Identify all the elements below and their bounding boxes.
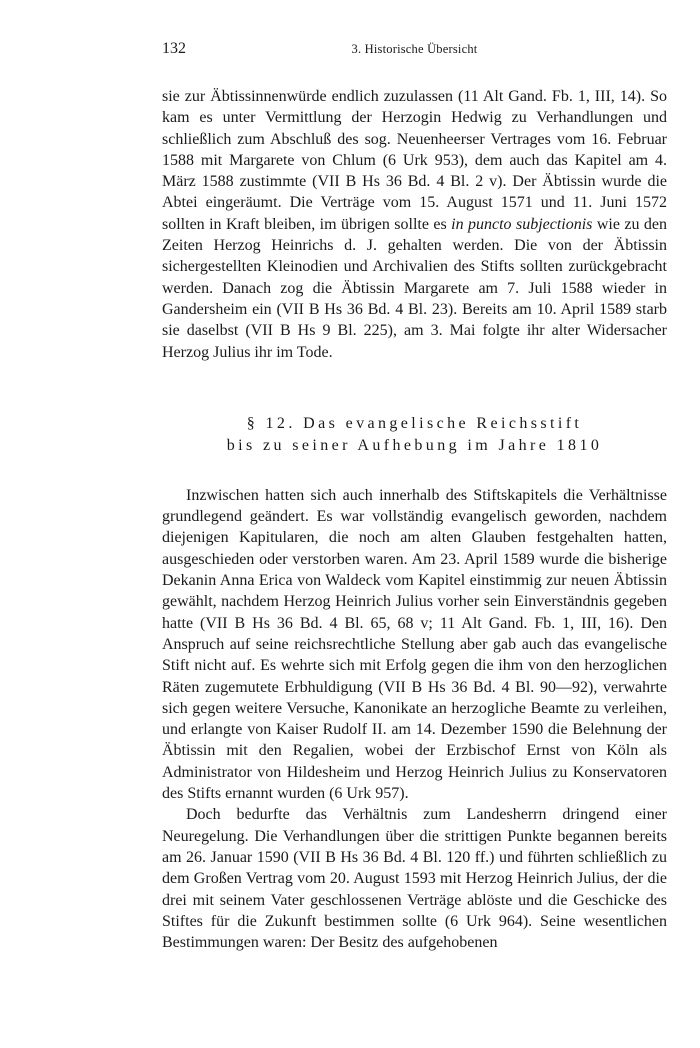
section-heading — [162, 413, 667, 457]
page-number: 132 — [162, 40, 186, 57]
running-head: 3. Historische Übersicht — [351, 42, 478, 56]
paragraph-text: sie zur Äbtissinnenwürde endlich zuzulassen (11 Alt Gand. Fb. 1, III, 14). So kam es unter Vermittlung der Herzogin Hedwig zu Verhandlungen und schließlich zum Abschluß des sog. Neuenheerser Vertrages vom 16. Februar 1588 mit Margarete von Chlum (6 Urk 953), dem auch das Kapitel am 4. März 1588 zustimmte (VII B Hs 36 Bd. 4 Bl. 2 v). Der Äbtissin wurde die Abtei eingeräumt. Die Verträge vom 15. August 1571 und 11. Juni 1572 sollten in Kraft bleiben, im übrigen sollte es — [162, 88, 667, 233]
italic-phrase: in puncto subjectionis — [451, 215, 593, 233]
paragraph: Inzwischen hatten sich auch innerhalb des Stiftskapitels die Verhältnisse grundlegend geändert. Es war vollständig evangelisch geworden, nachdem diejenigen Kapitularen, die noch am alten Glauben festgehalten hatten, ausgeschieden oder verstorben waren. Am 23. April 1589 wurde die bisherige Dekanin Anna Erica von Waldeck vom Kapitel einstimmig zur neuen Äbtissin gewählt, nachdem Herzog Heinrich Julius vorher sein Einverständnis gegeben hatte (VII B Hs 36 Bd. 4 Bl. 65, 68 v; 11 Alt Gand. Fb. 1, III, 16). Den Anspruch auf seine reichsrechtliche Stellung aber gab auch das evangelische Stift nicht auf. Es wehrte sich mit Erfolg gegen die ihm von den herzoglichen Räten zugemutete Erbhuldigung (VII B Hs 36 Bd. 4 Bl. 90—92), verwahrte sich gegen weitere Versuche, Kanonikate an herzogliche Beamte zu verleihen, und erlangte von Kaiser Rudolf II. am 14. Dezember 1590 die Belehnung der Äbtissin mit den Regalien, wobei der Erzbischof Ernst von Köln als Administrator von Hildesheim und Herzog Heinrich Julius zu Konservatoren des Stifts ernannt wurden (6 Urk 957). — [162, 486, 667, 803]
page-header — [162, 40, 667, 64]
paragraph: Doch bedurfte das Verhältnis zum Landesherrn dringend einer Neuregelung. Die Verhandlungen über die strittigen Punkte begannen bereits am 26. Januar 1590 (VII B Hs 36 Bd. 4 Bl. 120 ff.) und führten schließlich zu dem Großen Vertrag vom 20. August 1593 mit Herzog Heinrich Julius, der die drei mit seinem Vater geschlossenen Verträge ablöste und die Geschicke des Stiftes für die Zukunft bestimmen sollte (6 Urk 964). Seine wesentlichen Bestimmungen waren: Der Besitz des aufgehobenen — [162, 806, 667, 952]
book-page — [162, 40, 667, 953]
section-heading-line-2: bis zu seiner Aufhebung im Jahre 1810 — [226, 436, 603, 454]
paragraph-text: wie zu den Zeiten Herzog Heinrichs d. J. gehalten werden. Die von der Äbtissin sichergestellten Kleinodien und Archivalien des Stifts sollten zurückgebracht werden. Danach zog die Äbtissin Margarete am 7. Juli 1588 wieder in Gandersheim ein (VII B Hs 36 Bd. 4 Bl. 23). Bereits am 10. April 1589 starb sie daselbst (VII B Hs 9 Bl. 225), am 3. Mai folgte ihr alter Widersacher Herzog Julius ihr im Tode. — [162, 215, 667, 361]
section-heading-line-1: § 12. Das evangelische Reichsstift — [246, 414, 583, 432]
paragraph-continued — [162, 86, 667, 363]
